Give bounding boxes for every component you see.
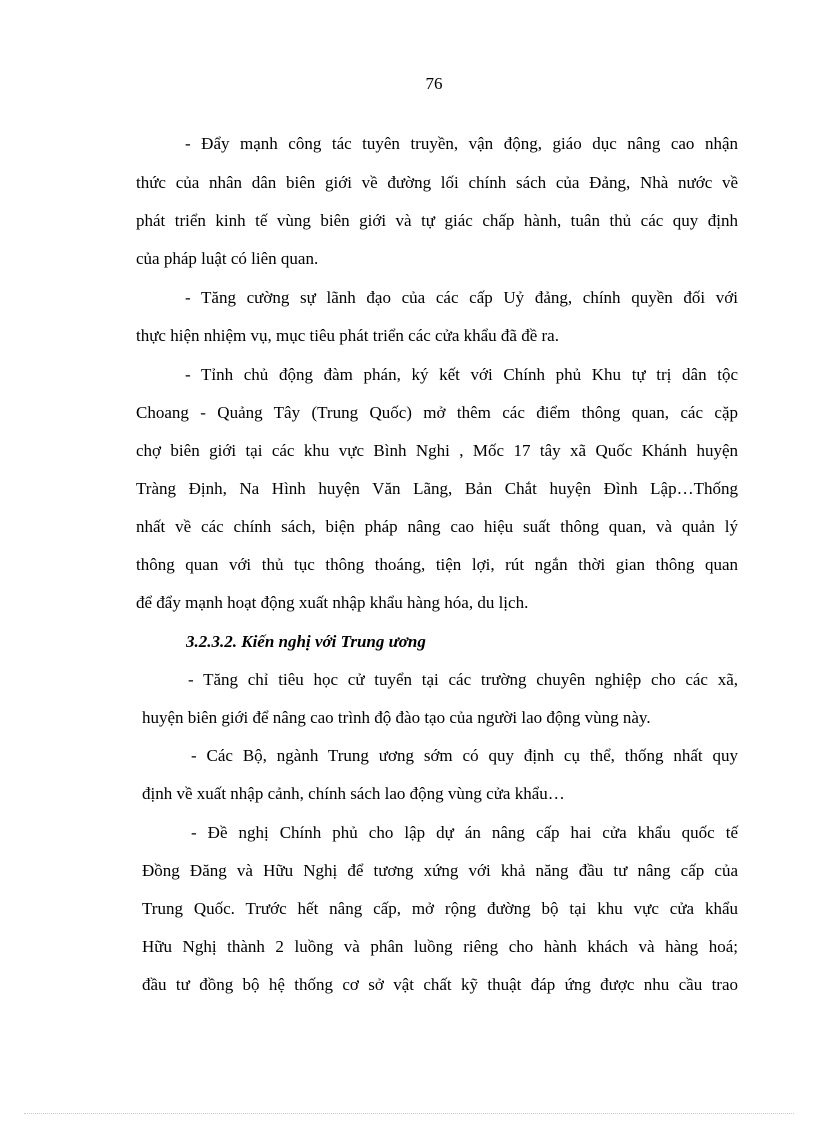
text-line: - Tăng chỉ tiêu học cử tuyển tại các trường chuyên nghiệp cho các xã, <box>188 670 738 689</box>
text-line: của pháp luật có liên quan. <box>136 249 319 268</box>
page-number: 76 <box>425 74 443 93</box>
text-line: định về xuất nhập cảnh, chính sách lao động vùng cửa khẩu… <box>142 784 565 803</box>
text-line: đầu tư đồng bộ hệ thống cơ sở vật chất kỹ thuật đáp ứng được nhu cầu trao <box>142 975 738 994</box>
text-line: Trung Quốc. Trước hết nâng cấp, mở rộng đường bộ tại khu vực cửa khẩu <box>142 899 738 918</box>
text-line: thực hiện nhiệm vụ, mục tiêu phát triển các cửa khẩu đã đề ra. <box>136 326 559 345</box>
text-line: - Tăng cường sự lãnh đạo của các cấp Uỷ đảng, chính quyền đối với <box>185 288 738 307</box>
text-line: huyện biên giới để nâng cao trình độ đào tạo của người lao động vùng này. <box>142 708 651 727</box>
text-line: thức của nhân dân biên giới về đường lối chính sách của Đảng, Nhà nước về <box>136 173 738 192</box>
text-line: Choang - Quảng Tây (Trung Quốc) mở thêm các điểm thông quan, các cặp <box>136 403 738 422</box>
text-line: - Các Bộ, ngành Trung ương sớm có quy định cụ thể, thống nhất quy <box>191 746 738 765</box>
text-line: - Tỉnh chủ động đàm phán, ký kết với Chính phủ Khu tự trị dân tộc <box>185 365 738 384</box>
text-line: nhất về các chính sách, biện pháp nâng cao hiệu suất thông quan, và quản lý <box>136 517 738 536</box>
section-heading: 3.2.3.2. Kiến nghị với Trung ương <box>186 632 426 651</box>
text-line: để đẩy mạnh hoạt động xuất nhập khẩu hàng hóa, du lịch. <box>136 593 529 612</box>
text-line: - Đẩy mạnh công tác tuyên truyền, vận động, giáo dục nâng cao nhận <box>185 134 738 153</box>
text-line: Hữu Nghị thành 2 luồng và phân luồng riêng cho hành khách và hàng hoá; <box>142 937 738 956</box>
text-line: chợ biên giới tại các khu vực Bình Nghi , Mốc 17 tây xã Quốc Khánh huyện <box>136 441 738 460</box>
text-line: Tràng Định, Na Hình huyện Văn Lãng, Bản Chắt huyện Đình Lập…Thống <box>136 479 738 498</box>
text-line: thông quan với thủ tục thông thoáng, tiện lợi, rút ngắn thời gian thông quan <box>136 555 738 574</box>
text-line: Đồng Đăng và Hữu Nghị để tương xứng với khả năng đầu tư nâng cấp của <box>142 861 738 880</box>
text-line: phát triển kinh tế vùng biên giới và tự giác chấp hành, tuân thủ các quy định <box>136 211 738 230</box>
text-line: - Đề nghị Chính phủ cho lập dự án nâng cấp hai cửa khẩu quốc tế <box>191 823 738 842</box>
footer-divider <box>24 1113 794 1114</box>
